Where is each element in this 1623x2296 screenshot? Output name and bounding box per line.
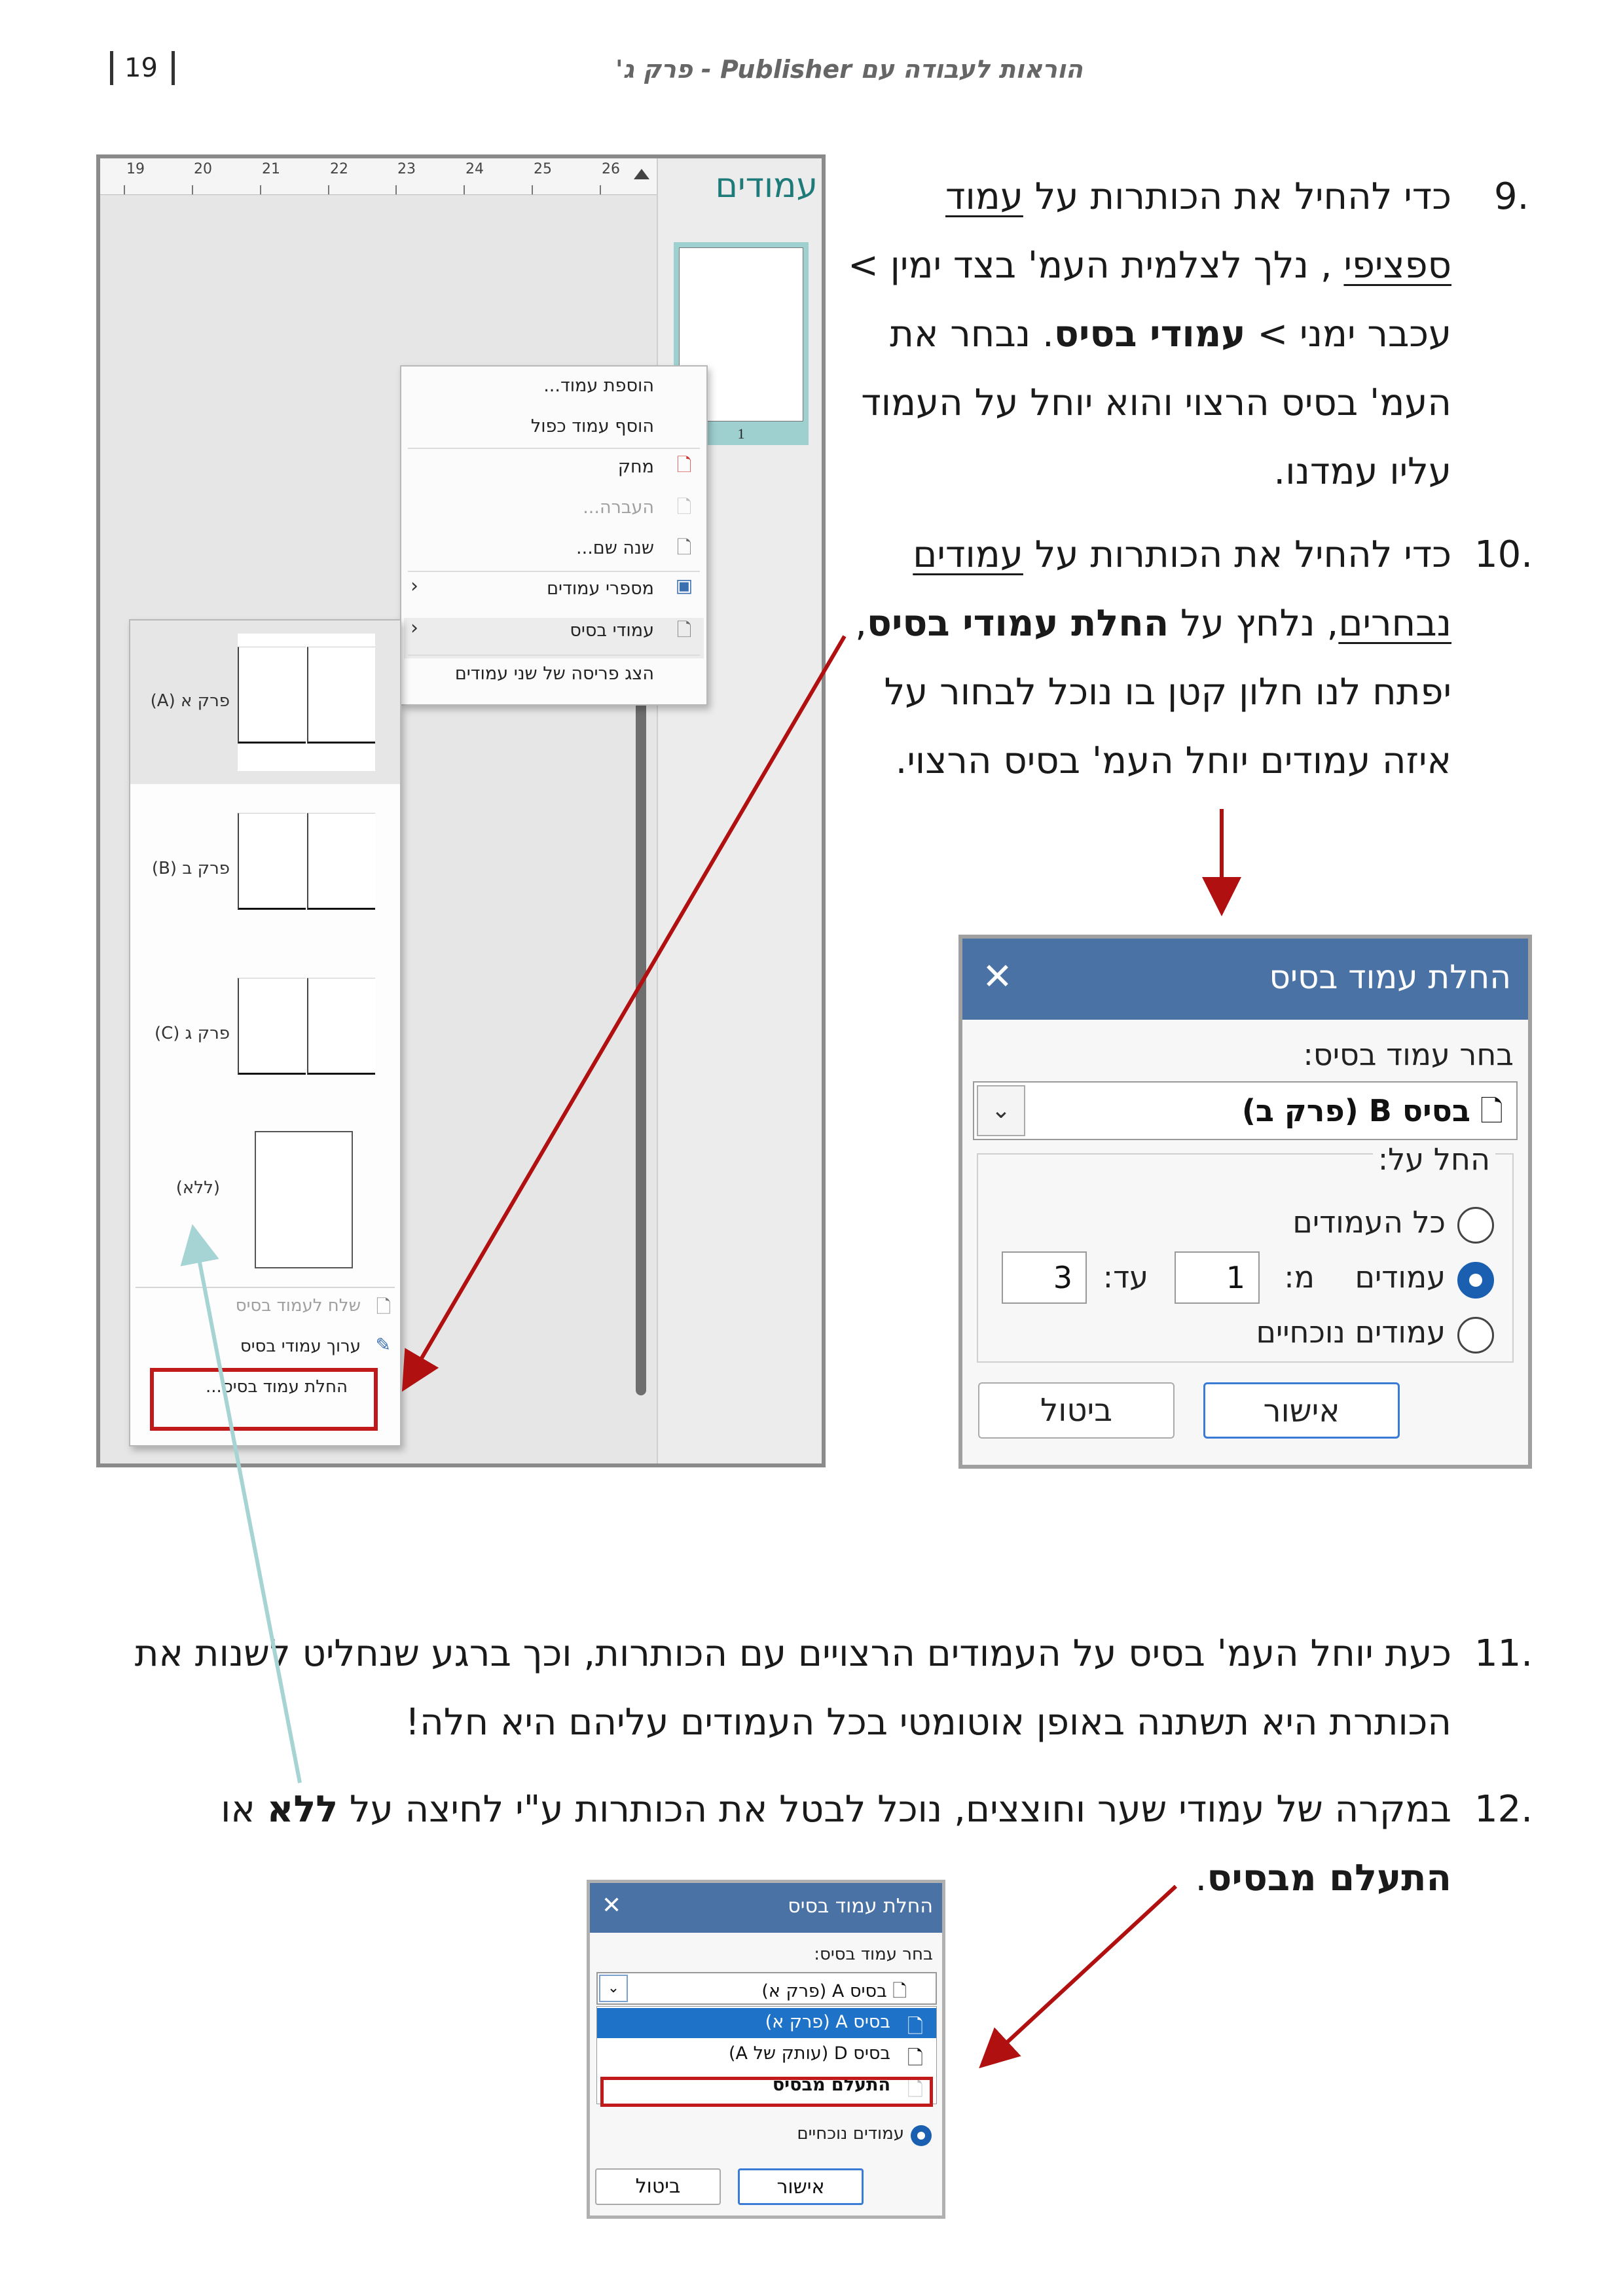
menu-move[interactable]: העברה... <box>583 497 654 518</box>
pages-pane-title: עמודים <box>715 166 818 206</box>
combo-text: בסיס A (פרק א) <box>761 1981 887 2001</box>
page-icon: 🗋 <box>892 1981 907 2001</box>
page-number: 19 <box>124 53 158 83</box>
thumbnail-number: 1 <box>737 425 745 442</box>
step-12-line-2: התעלם מבסיס. <box>1195 1857 1451 1899</box>
ruler-tick: 19 <box>126 161 145 177</box>
from-input[interactable]: 1 <box>1175 1251 1260 1304</box>
master-page-label: פרק ב (B) <box>151 859 230 878</box>
dialog-title: החלת עמוד בסיס <box>788 1895 933 1918</box>
step-9-line-4: העמ' בסיס הרצוי והוא יוחל על העמוד <box>861 382 1451 424</box>
ruler-tick: 26 <box>602 161 620 177</box>
step-12-number: 12. <box>1474 1788 1533 1831</box>
ruler-tick: 22 <box>330 161 348 177</box>
select-master-label: בחר עמוד בסיס: <box>814 1945 933 1964</box>
apply-to-label: החל על: <box>1373 1141 1495 1177</box>
delete-page-icon: 🗋 <box>676 454 692 476</box>
move-page-icon: 🗋 <box>676 496 692 518</box>
to-label: עד: <box>1103 1259 1148 1295</box>
dialog-title: החלת עמוד בסיס <box>1269 958 1511 996</box>
option-label: התעלם מבסיס <box>772 2075 890 2095</box>
ruler-tick: 24 <box>465 161 484 177</box>
step-10-line-1: כדי להחיל את הכותרות על עמודים <box>913 533 1451 576</box>
option-label: בסיס D (עותק של A) <box>728 2043 890 2064</box>
chevron-down-icon[interactable]: ⌄ <box>977 1085 1025 1136</box>
page-numbers-icon: ▣ <box>675 575 693 596</box>
pages-label: עמודים <box>1355 1259 1446 1295</box>
pages-icon: 🗋 <box>1480 1095 1503 1128</box>
close-icon[interactable]: ✕ <box>982 956 1013 998</box>
chevron-left-icon: ‹ <box>410 575 418 598</box>
chevron-left-icon: ‹ <box>410 617 418 639</box>
cancel-button[interactable]: ביטול <box>978 1382 1175 1439</box>
arrow-to-apply-master-menu <box>406 636 845 1385</box>
current-pages-label: עמודים נוכחיים <box>1256 1314 1446 1350</box>
master-page-label: פרק ג (C) <box>154 1024 230 1043</box>
step-11-line-2: הכותרת היא תשתנה באופן אוטומטי בכל העמודים עליהם היא חלה! <box>405 1701 1451 1744</box>
rename-page-icon: 🗋 <box>676 537 692 558</box>
step-9-number: 9. <box>1494 175 1529 218</box>
ruler-tick: 21 <box>262 161 280 177</box>
menu-insert-duplicate-page[interactable]: הוסף עמוד כפול <box>530 416 654 437</box>
step-10-line-2: נבחרים, נלחץ על החלת עמודי בסיס, <box>855 602 1451 645</box>
select-master-label: בחר עמוד בסיס: <box>1303 1037 1514 1072</box>
to-input[interactable]: 3 <box>1002 1251 1087 1304</box>
master-page-label: (ללא) <box>175 1178 220 1198</box>
arrow-to-ignore-master <box>985 1886 1176 2063</box>
master-page-label: פרק א (A) <box>150 691 230 711</box>
menu-rename[interactable]: שנה שם... <box>576 538 654 558</box>
menu-master-pages[interactable]: עמודי בסיס <box>570 620 654 641</box>
step-9-line-5: עליו עמדנו. <box>1273 450 1451 493</box>
menu-delete[interactable]: מחק <box>617 457 654 477</box>
menu-two-page-spread[interactable]: הצג פריסה של שני עמודים <box>454 664 654 684</box>
step-11-line-1: כעת יוחל העמ' בסיס על העמודים הרצויים עם הכותרות, וכך ברגע שנחליט לשנות את <box>134 1632 1451 1675</box>
master-pages-icon: 🗋 <box>676 619 692 641</box>
selected-master-text: בסיס B (פרק ב) <box>1241 1093 1470 1128</box>
ruler-tick: 20 <box>194 161 212 177</box>
ruler-tick: 23 <box>397 161 416 177</box>
page-icon: 🗋 <box>907 2015 923 2038</box>
step-10-line-3: יפתח לנו חלון קטן בו נוכל לבחור על <box>884 671 1451 713</box>
edit-master-pages[interactable]: ערוך עמודי בסיס <box>240 1336 361 1356</box>
step-9-line-2: ספציפי , נלך לצלמית העמ' בצד ימין > <box>847 244 1451 287</box>
step-9-line-1: כדי להחיל את הכותרות על עמוד <box>945 175 1451 218</box>
ok-button[interactable]: אישור <box>1203 1382 1400 1439</box>
menu-insert-page[interactable]: הוספת עמוד... <box>543 376 654 396</box>
step-9-line-3: עכבר ימני > עמודי בסיס. נבחר את <box>890 313 1451 355</box>
cancel-button[interactable]: ביטול <box>595 2168 721 2205</box>
close-icon[interactable]: ✕ <box>602 1892 622 1919</box>
apply-master-page[interactable]: החלת עמוד בסיס... <box>206 1377 348 1397</box>
chevron-down-icon[interactable]: ⌄ <box>599 1975 628 2002</box>
menu-page-numbers[interactable]: מספרי עמודים <box>547 579 654 599</box>
option-label: בסיס A (פרק א) <box>765 2012 890 2032</box>
header-title: הוראות לעבודה עם Publisher - פרק ג' <box>615 55 1084 84</box>
edit-master-icon: ✎ <box>375 1334 391 1355</box>
step-10-number: 10. <box>1474 533 1533 576</box>
step-12-line-1: במקרה של עמודי שער וחוצצים, נוכל לבטל את הכותרות ע"י לחיצה על ללא או <box>221 1788 1451 1831</box>
step-11-number: 11. <box>1474 1632 1533 1675</box>
page-icon: 🗋 <box>907 2078 923 2101</box>
send-to-master-page[interactable]: שלח לעמוד בסיס <box>235 1296 361 1316</box>
step-10-line-4: איזה עמודים יוחל העמ' בסיס הרצוי. <box>895 740 1451 782</box>
current-pages-label: עמודים נוכחיים <box>797 2124 904 2144</box>
arrow-to-none-option <box>194 1232 300 1783</box>
send-to-master-icon: 🗋 <box>376 1296 391 1318</box>
from-label: מ: <box>1284 1259 1315 1295</box>
all-pages-label: כל העמודים <box>1292 1204 1446 1240</box>
ok-button[interactable]: אישור <box>738 2168 864 2205</box>
page-icon: 🗋 <box>907 2047 923 2070</box>
ruler-tick: 25 <box>534 161 552 177</box>
